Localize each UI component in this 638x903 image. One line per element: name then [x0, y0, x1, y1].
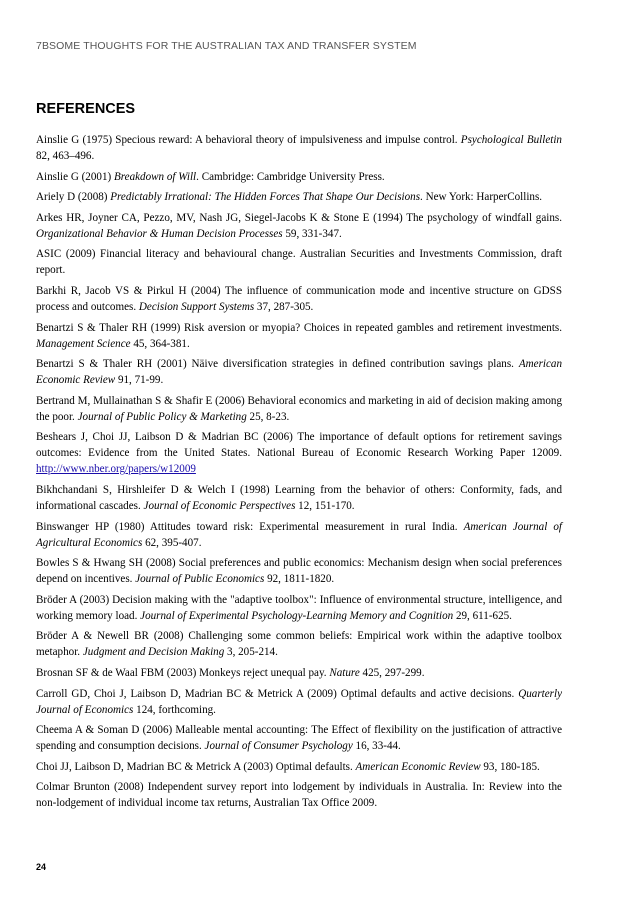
reference-entry — [36, 686, 562, 718]
reference-text: Binswanger HP (1980) Attitudes toward risk: Experimental measurement in rural India. — [36, 520, 464, 533]
reference-citation-details: 3, 205-214. — [224, 646, 278, 659]
reference-entry — [36, 628, 562, 660]
reference-citation-details: . New York: HarperCollins. — [420, 191, 543, 204]
reference-entry — [36, 519, 562, 551]
reference-citation-details: 29, 611-625. — [453, 609, 512, 622]
reference-source-title: Journal of Consumer Psychology — [204, 740, 353, 753]
reference-source-title: Management Science — [36, 337, 131, 350]
reference-text: Cheema A & Soman D (2006) Malleable mental accounting: The Effect of flexibility on the justification of attractive spending and consumption decisions. — [36, 724, 562, 753]
reference-text: Bowles S & Hwang SH (2008) Social preferences and public economics: Mechanism design when social preferences depend on incentives. — [36, 557, 562, 586]
reference-citation-details: . Cambridge: Cambridge University Press. — [196, 170, 385, 183]
reference-citation-details: 91, 71-99. — [115, 374, 164, 387]
reference-text: Barkhi R, Jacob VS & Pirkul H (2004) The influence of communication mode and incentive structure on GDSS process and outcomes. — [36, 284, 562, 313]
reference-text: Bertrand M, Mullainathan S & Shafir E (2006) Behavioral economics and marketing in aid of decision making among the poor. — [36, 394, 562, 423]
reference-citation-details: 45, 364-381. — [130, 337, 190, 350]
reference-entry — [36, 320, 562, 352]
reference-entry — [36, 759, 562, 775]
reference-entry — [36, 592, 562, 624]
reference-citation-details: 62, 395-407. — [142, 536, 202, 549]
reference-text: Ariely D (2008) — [36, 191, 111, 204]
reference-text: Carroll GD, Choi J, Laibson D, Madrian BC & Metrick A (2009) Optimal defaults and active decisions. — [36, 687, 519, 700]
reference-entry — [36, 665, 562, 681]
section-heading: REFERENCES — [36, 101, 136, 117]
reference-text: Bröder A (2003) Decision making with the "adaptive toolbox": Influence of environmental structure, intelligence, and working memory load. — [36, 593, 562, 622]
reference-entry — [36, 779, 562, 811]
reference-list — [36, 132, 562, 816]
reference-source-title: American Economic Review — [36, 358, 562, 387]
reference-citation-details: 124, forthcoming. — [133, 703, 216, 716]
reference-entry — [36, 482, 562, 514]
reference-text: ASIC (2009) Financial literacy and behavioural change. Australian Securities and Investments Commission, draft report. — [36, 248, 562, 277]
reference-source-title: Journal of Public Economics — [135, 573, 265, 586]
reference-source-title: Nature — [329, 666, 360, 679]
reference-text: Ainslie G (1975) Specious reward: A behavioral theory of impulsiveness and impulse control. — [36, 134, 461, 146]
reference-source-title: American Journal of Agricultural Economics — [36, 520, 562, 549]
reference-entry — [36, 393, 562, 425]
reference-citation-details: 82, 463–496. — [36, 150, 95, 162]
reference-source-title: American Economic Review — [355, 760, 481, 773]
reference-entry — [36, 555, 562, 587]
reference-entry — [36, 210, 562, 242]
reference-citation-details: 425, 297-299. — [359, 666, 425, 679]
reference-source-title: Organizational Behavior & Human Decision Processes — [36, 227, 283, 240]
reference-text: Benartzi S & Thaler RH (2001) Näive diversification strategies in defined contribution savings plans. — [36, 358, 519, 371]
reference-source-title: Journal of Public Policy & Marketing — [77, 410, 247, 423]
reference-text: Bikhchandani S, Hirshleifer D & Welch I (1998) Learning from the behavior of others: Conformity, fads, and informational cascades. — [36, 483, 562, 512]
reference-citation-details: 93, 180-185. — [480, 760, 540, 773]
reference-link[interactable]: http://www.nber.org/papers/w12009 — [36, 463, 196, 476]
reference-source-title: Decision Support Systems — [138, 300, 255, 313]
reference-text: Brosnan SF & de Waal FBM (2003) Monkeys reject unequal pay. — [36, 666, 330, 679]
reference-text: Ainslie G (2001) — [36, 170, 114, 183]
reference-entry — [36, 722, 562, 754]
reference-text: Beshears J, Choi JJ, Laibson D & Madrian BC (2006) The importance of default options for retirement savings outcomes: Evidence from the United States. National Bureau of Economic Research Working Paper 12009. — [36, 431, 562, 460]
reference-source-title: Judgment and Decision Making — [82, 646, 225, 659]
reference-citation-details: 37, 287-305. — [254, 300, 314, 313]
reference-entry — [36, 429, 562, 477]
reference-entry — [36, 283, 562, 315]
reference-text: Colmar Brunton (2008) Independent survey report into lodgement by individuals in Australia. In: Review into the non-lodgement of individual income tax returns, Australian Tax Office 2009. — [36, 781, 562, 810]
reference-entry — [36, 169, 562, 185]
reference-text: Bröder A & Newell BR (2008) Challenging some common beliefs: Empirical work within the adaptive toolbox metaphor. — [36, 630, 562, 659]
reference-citation-details: 92, 1811-1820. — [264, 573, 335, 586]
reference-entry — [36, 246, 562, 278]
reference-source-title: Breakdown of Will — [113, 170, 197, 183]
reference-source-title: Predictably Irrational: The Hidden Forces That Shape Our Decisions — [110, 191, 421, 204]
reference-text: Arkes HR, Joyner CA, Pezzo, MV, Nash JG, Siegel-Jacobs K & Stone E (1994) The psychology of windfall gains. — [36, 211, 562, 224]
reference-citation-details: 25, 8-23. — [246, 410, 290, 423]
reference-source-title: Journal of Economic Perspectives — [143, 499, 296, 512]
reference-citation-details: 16, 33-44. — [352, 740, 401, 753]
reference-citation-details: 12, 151-170. — [295, 499, 355, 512]
reference-entry — [36, 189, 562, 205]
reference-citation-details: 59, 331-347. — [282, 227, 342, 240]
reference-source-title: Journal of Experimental Psychology-Learning Memory and Cognition — [140, 609, 454, 622]
reference-source-title: Psychological Bulletin — [460, 134, 562, 146]
reference-text: Benartzi S & Thaler RH (1999) Risk aversion or myopia? Choices in repeated gambles and retirement investments. — [36, 321, 562, 334]
running-header: 7BSOME THOUGHTS FOR THE AUSTRALIAN TAX AND TRANSFER SYSTEM — [36, 40, 417, 52]
reference-source-title: Quarterly Journal of Economics — [36, 687, 562, 716]
reference-entry — [36, 356, 562, 388]
page-number: 24 — [36, 862, 47, 872]
reference-text: Choi JJ, Laibson D, Madrian BC & Metrick A (2003) Optimal defaults. — [36, 760, 356, 773]
reference-entry — [36, 132, 562, 164]
